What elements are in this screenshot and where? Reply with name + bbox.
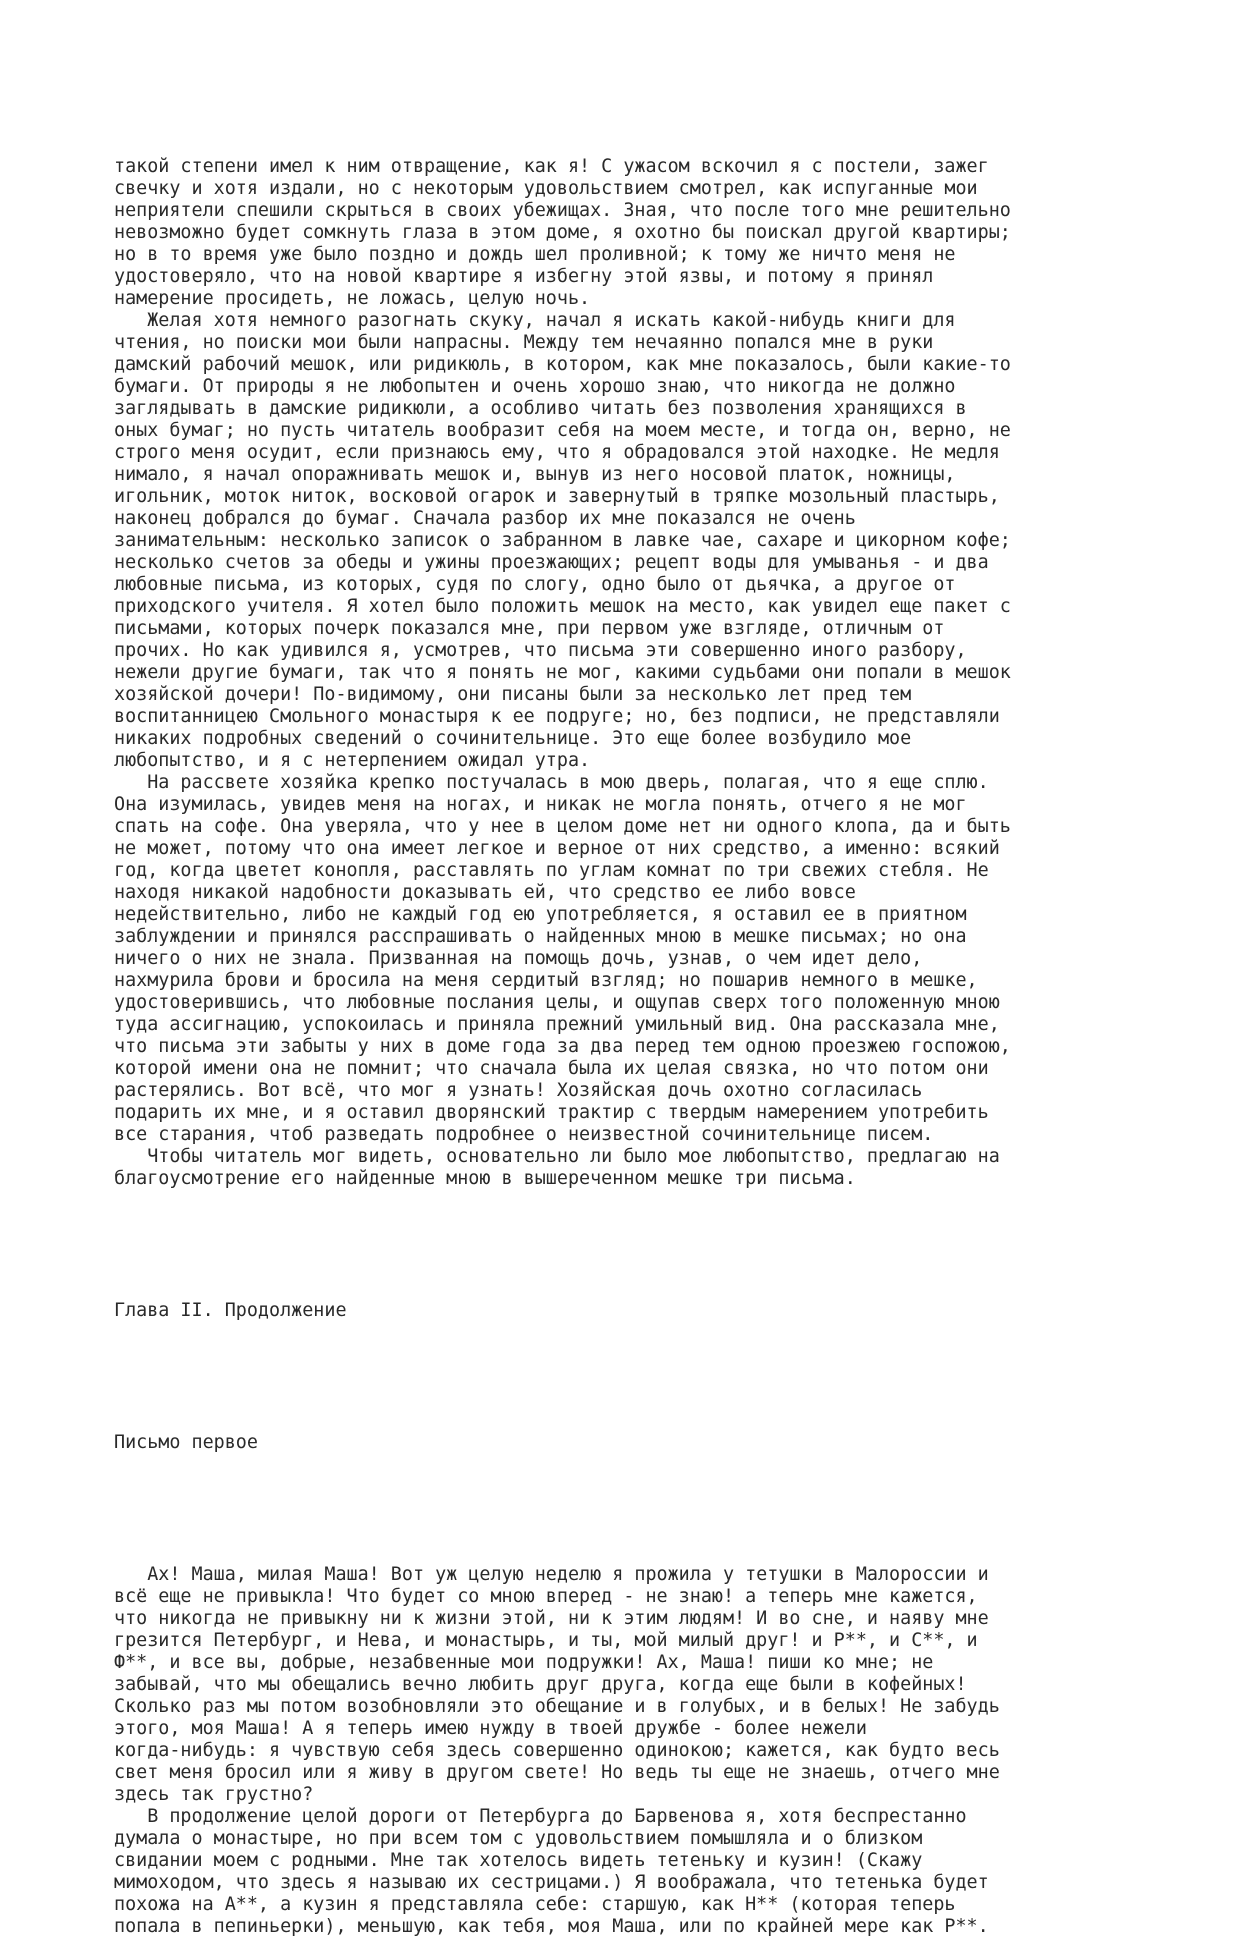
text-line: забывай, что мы обещались вечно любить друг друга, когда еще были в кофейных! [114, 1674, 967, 1695]
text-line: Желая хотя немного разогнать скуку, начал я искать какой-нибудь книги для [114, 310, 956, 331]
text-line: когда-нибудь: я чувствую себя здесь совершенно одинокою; кажется, как будто весь [114, 1740, 1000, 1761]
text-line: всё еще не привыкла! Что будет со мною вперед - не знаю! а теперь мне кажется, [114, 1586, 978, 1607]
text-line: которой имени она не помнит; что сначала была их целая связка, но что потом они [114, 1058, 989, 1079]
spacer [114, 1366, 1138, 1388]
text-line: хозяйской дочери! По-видимому, они писаны были за несколько лет пред тем [114, 684, 912, 705]
text-line: игольник, моток ниток, восковой огарок и завернутый в тряпке мозольный пластырь, [114, 486, 1000, 507]
text-line: Ах! Маша, милая Маша! Вот уж целую неделю я прожила у тетушки в Малороссии и [114, 1564, 989, 1585]
text-line: намерение просидеть, не ложась, целую ночь. [114, 288, 591, 309]
text-line: нахмурила брови и бросила на меня сердитый взгляд; но пошарив немного в мешке, [114, 970, 978, 991]
text-line: нежели другие бумаги, так что я понять не мог, какими судьбами они попали в мешок [114, 662, 1011, 683]
text-line: не может, потому что она имеет легкое и верное от них средство, а именно: всякий [114, 838, 1000, 859]
text-line: находя никакой надобности доказывать ей, что средство ее либо вовсе [114, 882, 856, 903]
text-line: чтения, но поиски мои были напрасны. Между тем нечаянно попался мне в руки [114, 332, 934, 353]
text-line: Чтобы читатель мог видеть, основательно ли было мое любопытство, предлагаю на [114, 1146, 1000, 1167]
text-line: свидании моем с родными. Мне так хотелось видеть тетеньку и кузин! (Скажу [114, 1850, 923, 1871]
chapter-heading: Глава II. Продолжение [114, 1300, 347, 1321]
text-line: несколько счетов за обеды и ужины проезжающих; рецепт воды для умыванья - и два [114, 552, 989, 573]
text-line: свечку и хотя издали, но с некоторым удовольствием смотрел, как испуганные мои [114, 178, 978, 199]
text-line: этого, моя Маша! А я теперь имею нужду в твоей дружбе - более нежели [114, 1718, 867, 1739]
text-line: что никогда не привыкну ни к жизни этой, ни к этим людям! И во сне, и наяву мне [114, 1608, 989, 1629]
text-line: бумаги. От природы я не любопытен и очень хорошо знаю, что никогда не должно [114, 376, 956, 397]
text-line: строго меня осудит, если признаюсь ему, что я обрадовался этой находке. Не медля [114, 442, 1000, 463]
spacer [114, 1234, 1138, 1256]
text-line: мимоходом, что здесь я называю их сестрицами.) Я воображала, что тетенька будет [114, 1872, 989, 1893]
text-line: свет меня бросил или я живу в другом свете! Но ведь ты еще не знаешь, отчего мне [114, 1762, 1000, 1783]
narrative-block [114, 156, 1138, 1190]
text-line: письмами, которых почерк показался мне, при первом уже взгляде, отличным от [114, 618, 945, 639]
text-line: дамский рабочий мешок, или ридикюль, в котором, как мне показалось, были какие-то [114, 354, 1011, 375]
text-line: все старания, чтоб разведать подробнее о неизвестной сочинительнице писем. [114, 1124, 934, 1145]
text-line: оных бумаг; но пусть читатель вообразит себя на моем месте, и тогда он, верно, не [114, 420, 1011, 441]
text-line: такой степени имел к ним отвращение, как я! С ужасом вскочил я с постели, зажег [114, 156, 989, 177]
text-line: Она изумилась, увидев меня на ногах, и никак не могла понять, отчего я не мог [114, 794, 967, 815]
text-line: заглядывать в дамские ридикюли, а особливо читать без позволения хранящихся в [114, 398, 967, 419]
text-line: наконец добрался до бумаг. Сначала разбор их мне показался не очень [114, 508, 856, 529]
text-line: прочих. Но как удивился я, усмотрев, что письма эти совершенно иного разбору, [114, 640, 967, 661]
text-line: неприятели спешили скрыться в своих убежищах. Зная, что после того мне решительно [114, 200, 1011, 221]
text-line: туда ассигнацию, успокоилась и приняла прежний умильный вид. Она рассказала мне, [114, 1014, 1000, 1035]
text-line: воспитанницею Смольного монастыря к ее подруге; но, без подписи, не представляли [114, 706, 1000, 727]
text-line: занимательным: несколько записок о забранном в лавке чае, сахаре и цикорном кофе; [114, 530, 1011, 551]
text-line: недействительно, либо не каждый год ею употребляется, я оставил ее в приятном [114, 904, 967, 925]
text-line: ничего о них не знала. Призванная на помощь дочь, узнав, о чем идет дело, [114, 948, 923, 969]
text-line: год, когда цветет конопля, расставлять по углам комнат по три свежих стебля. Не [114, 860, 989, 881]
text-line: никаких подробных сведений о сочинительнице. Это еще более возбудило мое [114, 728, 912, 749]
text-line: Сколько раз мы потом возобновляли это обещание и в голубых, и в белых! Не забудь [114, 1696, 1000, 1717]
text-line: подарить их мне, и я оставил дворянский трактир с твердым намерением употребить [114, 1102, 989, 1123]
letter-heading: Письмо первое [114, 1432, 258, 1453]
text-line: В продолжение целой дороги от Петербурга до Барвенова я, хотя беспрестанно [114, 1806, 967, 1827]
text-line: любопытство, и я с нетерпением ожидал утра. [114, 750, 591, 771]
text-line: На рассвете хозяйка крепко постучалась в мою дверь, полагая, что я еще сплю. [114, 772, 989, 793]
text-line: думала о монастыре, но при всем том с удовольствием помышляла и о близком [114, 1828, 923, 1849]
text-line: но в то время уже было поздно и дождь шел проливной; к тому же ничто меня не [114, 244, 956, 265]
text-line: приходского учителя. Я хотел было положить мешок на место, как увидел еще пакет с [114, 596, 1011, 617]
text-line: грезится Петербург, и Нева, и монастырь, и ты, мой милый друг! и Р**, и С**, и [114, 1630, 978, 1651]
text-line: похожа на А**, а кузин я представляла себе: старшую, как Н** (которая теперь [114, 1894, 956, 1915]
text-line: нимало, я начал опоражнивать мешок и, вынув из него носовой платок, ножницы, [114, 464, 956, 485]
text-line: невозможно будет сомкнуть глаза в этом доме, я охотно бы поискал другой квартиры; [114, 222, 1011, 243]
text-line: здесь так грустно? [114, 1784, 314, 1805]
text-line: спать на софе. Она уверяла, что у нее в целом доме нет ни одного клопа, да и быть [114, 816, 1011, 837]
letter-block [114, 1564, 1138, 1938]
text-line: что письма эти забыты у них в доме года за два перед тем одною проезжею госпожою, [114, 1036, 1011, 1057]
spacer [114, 1498, 1138, 1520]
text-line: Ф**, и все вы, добрые, незабвенные мои подружки! Ах, Маша! пиши ко мне; не [114, 1652, 934, 1673]
text-line: заблуждении и принялся расспрашивать о найденных мною в мешке письмах; но она [114, 926, 967, 947]
document-page [114, 112, 1138, 1960]
text-line: растерялись. Вот всё, что мог я узнать! Хозяйская дочь охотно согласилась [114, 1080, 923, 1101]
text-line: благоусмотрение его найденные мною в вышереченном мешке три письма. [114, 1168, 856, 1189]
text-line: любовные письма, из которых, судя по слогу, одно было от дьячка, а другое от [114, 574, 956, 595]
text-line: удостоверившись, что любовные послания целы, и ощупав сверх того положенную мною [114, 992, 1000, 1013]
text-line: удостоверяло, что на новой квартире я избегну этой язвы, и потому я принял [114, 266, 934, 287]
text-line: попала в пепиньерки), меньшую, как тебя, моя Маша, или по крайней мере как Р**. [114, 1916, 989, 1937]
